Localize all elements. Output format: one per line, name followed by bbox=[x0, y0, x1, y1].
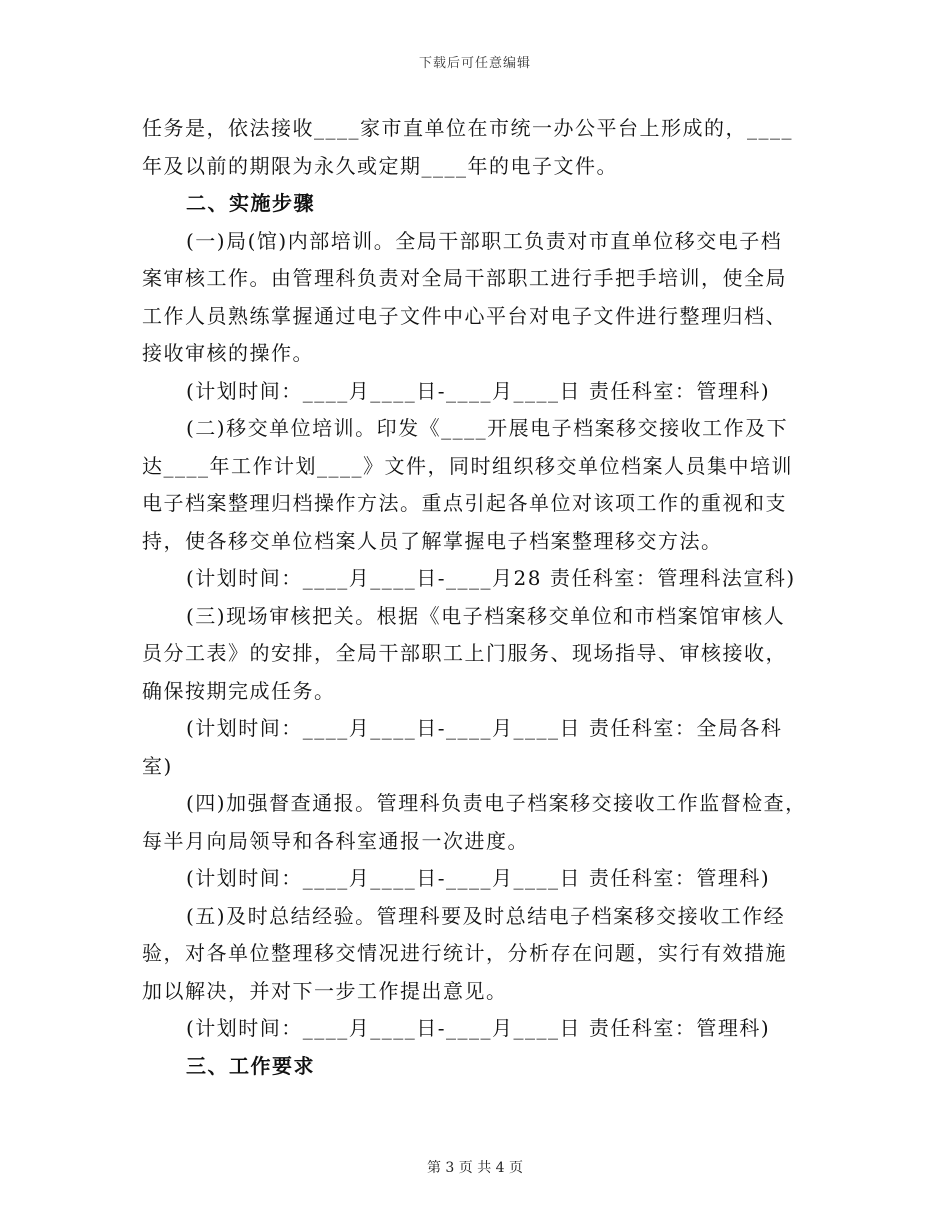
text-line: 任务是，依法接收____家市直单位在市统一办公平台上形成的，____ bbox=[142, 116, 793, 140]
page-footer: 第 3 页 共 4 页 bbox=[426, 1160, 524, 1176]
text-line: 电子档案整理归档操作方法。重点引起各单位对该项工作的重视和支 bbox=[142, 491, 787, 515]
text-line: 每半月向局领导和各科室通报一次进度。 bbox=[142, 828, 529, 853]
section-heading: 二、实施步骤 bbox=[186, 191, 315, 215]
text-line: 加以解决，并对下一步工作提出意见。 bbox=[142, 978, 508, 1003]
text-line: (二)移交单位培训。印发《____开展电子档案移交接收工作及下 bbox=[186, 416, 789, 440]
text-line: (一)局(馆)内部培训。全局干部职工负责对市直单位移交电子档 bbox=[186, 228, 783, 253]
text-line: 确保按期完成任务。 bbox=[142, 678, 336, 703]
text-line: 达____年工作计划____》文件，同时组织移交单位档案人员集中培训 bbox=[142, 453, 793, 478]
page-header: 下载后可任意编辑 bbox=[418, 56, 531, 71]
text-line: (计划时间：____月____日-____月____日 责任科室：管理科) bbox=[186, 1016, 771, 1040]
text-line: (三)现场审核把关。根据《电子档案移交单位和市档案馆审核人 bbox=[186, 603, 786, 628]
text-line: (四)加强督查通报。管理科负责电子档案移交接收工作监督检查， bbox=[186, 791, 807, 815]
text-line: (五)及时总结经验。管理科要及时总结电子档案移交接收工作经 bbox=[186, 903, 786, 928]
text-line: 案审核工作。由管理科负责对全局干部职工进行手把手培训，使全局 bbox=[142, 266, 787, 290]
text-line: (计划时间：____月____日-____月____日 责任科室：管理科) bbox=[186, 378, 771, 403]
text-line: 持，使各移交单位档案人员了解掌握电子档案整理移交方法。 bbox=[142, 528, 723, 553]
text-line: 室) bbox=[142, 753, 173, 778]
text-line: 验，对各单位整理移交情况进行统计，分析存在问题，实行有效措施 bbox=[142, 941, 787, 965]
text-line: (计划时间：____月____日-____月____日 责任科室：全局各科 bbox=[186, 716, 783, 740]
section-heading: 三、工作要求 bbox=[186, 1053, 315, 1078]
text-line: (计划时间：____月____日-____月28 责任科室：管理科法宣科) bbox=[186, 566, 796, 590]
text-line: 工作人员熟练掌握通过电子文件中心平台对电子文件进行整理归档、 bbox=[142, 303, 787, 328]
document-body bbox=[142, 110, 807, 1085]
text-line: 员分工表》的安排，全局干部职工上门服务、现场指导、审核接收， bbox=[142, 641, 787, 665]
text-line: 年及以前的期限为永久或定期____年的电子文件。 bbox=[142, 153, 618, 178]
text-line: (计划时间：____月____日-____月____日 责任科室：管理科) bbox=[186, 866, 771, 890]
text-line: 接收审核的操作。 bbox=[142, 341, 314, 365]
